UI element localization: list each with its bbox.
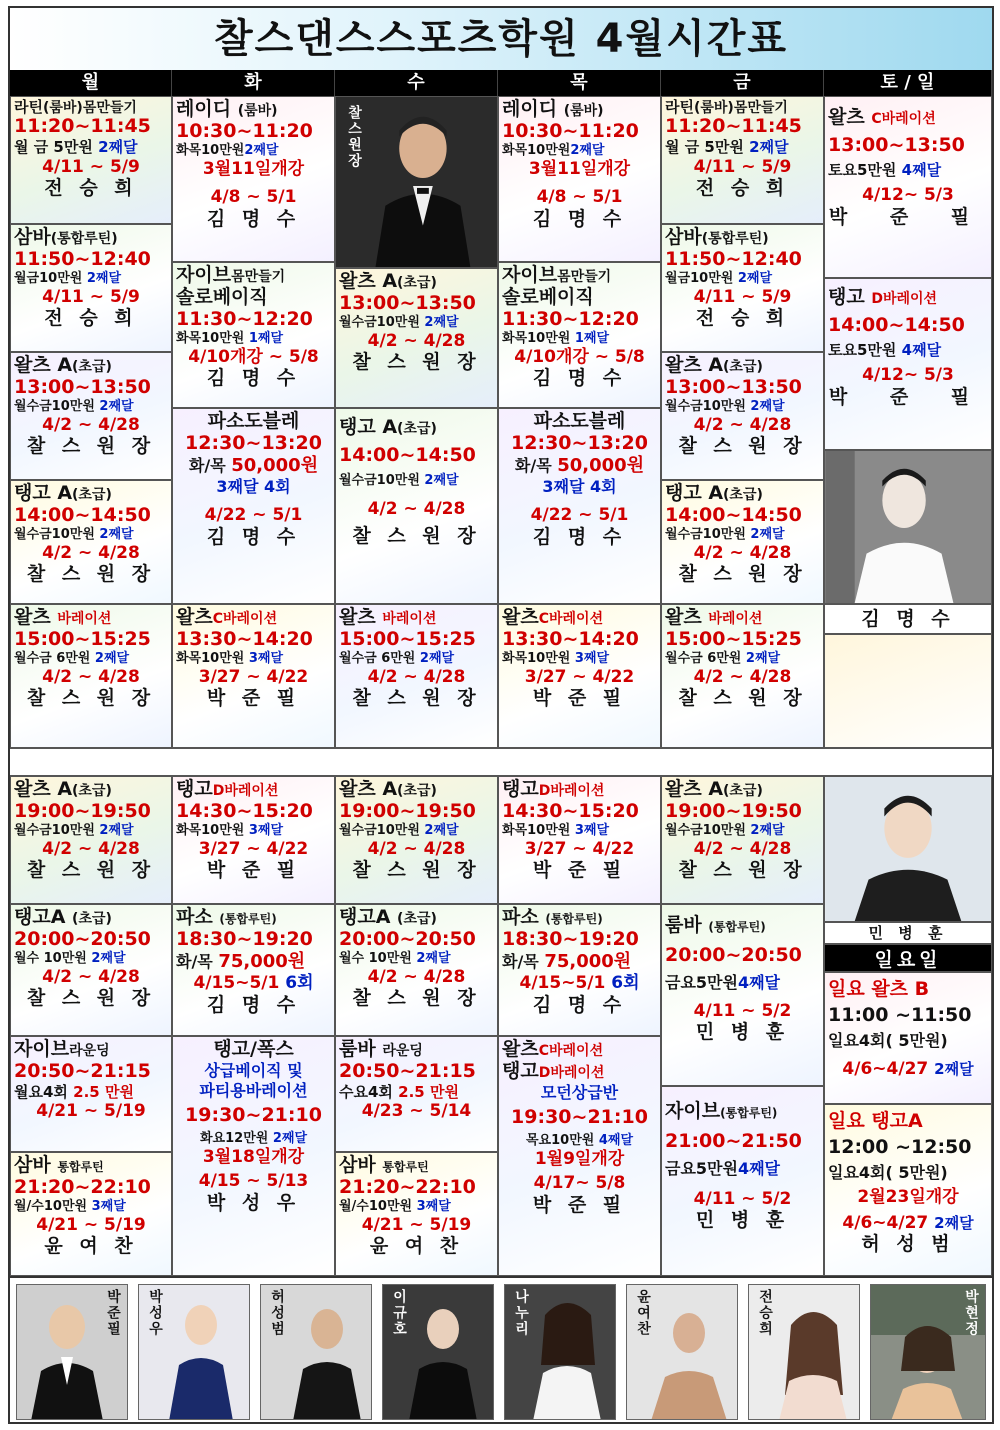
instructor-name-label: 민 병 훈: [824, 922, 992, 944]
class-cell: 탱고 A(초급) 14:00~14:50 월수금10만원 2째달 4/2 ~ 4/28 찰 스 원 장: [661, 480, 824, 604]
class-cell: 일요 탱고A 12:00 ~12:50 일요4회( 5만원) 2월23일개강 4/6~4/27 2째달 허 성 범: [824, 1104, 992, 1276]
class-cell: 탱고D바레이션 14:30~15:20 화목10만원 3째달 3/27 ~ 4/22 박 준 필: [172, 776, 335, 904]
schedule-grid: [10, 96, 992, 1276]
class-cell: 탱고D바레이션 14:30~15:20 화목10만원 3째달 3/27 ~ 4/22 박 준 필: [498, 776, 661, 904]
class-cell: 왈츠 A(초급) 13:00~13:50 월수금10만원 2째달 4/2 ~ 4/28 찰 스 원 장: [661, 352, 824, 480]
class-cell: 파소 (통합루틴) 18:30~19:20 화/목 75,000원 4/15~5/1 6회 김 명 수: [498, 904, 661, 1036]
instructor-tile: 전승희: [748, 1284, 860, 1420]
class-cell: 왈츠 A(초급) 19:00~19:50 월수금10만원 2째달 4/2 ~ 4/28 찰 스 원 장: [10, 776, 172, 904]
instructor-photo-kim: [824, 450, 992, 604]
instructor-tile: 이규호: [382, 1284, 494, 1420]
instructor-tile: 허성범: [260, 1284, 372, 1420]
instructor-tile: 박성우: [138, 1284, 250, 1420]
class-cell: 라틴(룸바)몸만들기 11:20~11:45 월 금 5만원 2째달 4/11 ~ 5/9 전 승 희: [10, 96, 172, 224]
class-cell: 왈츠C바레이션 탱고D바레이션 모던상급반 19:30~21:10 목요10만원 4째달 1월9일개강 4/17~ 5/8 박 준 필: [498, 1036, 661, 1276]
class-cell: 삼바(통합루틴) 11:50~12:40 월금10만원 2째달 4/11 ~ 5/9 전 승 희: [10, 224, 172, 352]
instructor-tile: 윤여찬: [626, 1284, 738, 1420]
class-cell: 왈츠 A(초급) 13:00~13:50 월수금10만원 2째달 4/2 ~ 4/28 찰 스 원 장: [10, 352, 172, 480]
instructor-name-label: 김 명 수: [824, 604, 992, 634]
class-cell: 왈츠C바레이션 13:30~14:20 화목10만원 3째달 3/27 ~ 4/22 박 준 필: [498, 604, 661, 748]
timetable-page: [8, 6, 994, 1424]
instructor-photo-min: [824, 776, 992, 922]
page-title: 찰스댄스스포츠학원 4월시간표: [10, 8, 992, 70]
class-cell: 룸바 라운딩 20:50~21:15 수요4회 2.5 만원 4/23 ~ 5/14: [335, 1036, 498, 1152]
class-cell: 파소 (통합루틴) 18:30~19:20 화/목 75,000원 4/15~5/1 6회 김 명 수: [172, 904, 335, 1036]
class-cell: 파소도블레 12:30~13:20 화/목 50,000원 3째달 4회 4/22 ~ 5/1 김 명 수: [172, 408, 335, 604]
class-cell: 탱고 D바레이션 14:00~14:50 토요5만원 4째달 4/12~ 5/3 박 준 필: [824, 278, 992, 450]
instructor-tile: 박현정: [870, 1284, 986, 1420]
class-cell: 자이브몸만들기 솔로베이직 11:30~12:20 화목10만원 1째달 4/10개강 ~ 5/8 김 명 수: [498, 262, 661, 408]
class-cell: 탱고A (초급) 20:00~20:50 월수 10만원 2째달 4/2 ~ 4/28 찰 스 원 장: [335, 904, 498, 1036]
day-header-wed: 수: [335, 70, 498, 96]
class-cell: 레이디 (룸바) 10:30~11:20 화목10만원2째달 3월11일개강 4/8 ~ 5/1 김 명 수: [172, 96, 335, 262]
class-cell: 탱고 A(초급) 14:00~14:50 월수금10만원 2째달 4/2 ~ 4/28 찰 스 원 장: [335, 408, 498, 604]
instructor-tile: 나누리: [504, 1284, 616, 1420]
day-header-mon: 월: [10, 70, 172, 96]
class-cell: 라틴(룸바)몸만들기 11:20~11:45 월 금 5만원 2째달 4/11 ~ 5/9 전 승 희: [661, 96, 824, 224]
class-cell: 탱고 A(초급) 14:00~14:50 월수금10만원 2째달 4/2 ~ 4/28 찰 스 원 장: [10, 480, 172, 604]
class-cell: 자이브라운딩 20:50~21:15 월요4회 2.5 만원 4/21 ~ 5/19: [10, 1036, 172, 1152]
class-cell: 왈츠 A(초급) 13:00~13:50 월수금10만원 2째달 4/2 ~ 4/28 찰 스 원 장: [335, 268, 498, 408]
class-cell: 왈츠 바레이션 15:00~15:25 월수금 6만원 2째달 4/2 ~ 4/28 찰 스 원 장: [10, 604, 172, 748]
class-cell: 자이브(통합루틴) 21:00~21:50 금요5만원4째달 4/11 ~ 5/2 민 병 훈: [661, 1086, 824, 1276]
class-cell: 탱고/폭스 상급베이직 및 파티용바레이션 19:30~21:10 화요12만원 2째달 3월18일개강 4/15 ~ 5/13 박 성 우: [172, 1036, 335, 1276]
class-cell: 일요 왈츠 B 11:00 ~11:50 일요4회( 5만원) 4/6~4/27 2째달: [824, 972, 992, 1104]
private-lesson-banner: [10, 748, 992, 776]
day-header-thu: 목: [498, 70, 661, 96]
day-header-fri: 금: [661, 70, 824, 96]
class-cell: 레이디 (룸바) 10:30~11:20 화목10만원2째달 3월11일개강 4/8 ~ 5/1 김 명 수: [498, 96, 661, 262]
class-cell: 왈츠 C바레이션 13:00~13:50 토요5만원 4째달 4/12~ 5/3 박 준 필: [824, 96, 992, 278]
class-cell: 왈츠 A(초급) 19:00~19:50 월수금10만원 2째달 4/2 ~ 4/28 찰 스 원 장: [335, 776, 498, 904]
class-cell: 왈츠 A(초급) 19:00~19:50 월수금10만원 2째달 4/2 ~ 4/28 찰 스 원 장: [661, 776, 824, 904]
class-cell: 파소도블레 12:30~13:20 화/목 50,000원 3째달 4회 4/22 ~ 5/1 김 명 수: [498, 408, 661, 604]
class-cell: 왈츠 바레이션 15:00~15:25 월수금 6만원 2째달 4/2 ~ 4/28 찰 스 원 장: [335, 604, 498, 748]
day-header-sat-sun: 토 / 일: [824, 70, 992, 96]
class-cell: 룸바 (통합루틴) 20:00~20:50 금요5만원4째달 4/11 ~ 5/2 민 병 훈: [661, 904, 824, 1086]
address-box: [824, 634, 992, 748]
class-cell: 삼바 통합루틴 21:20~22:10 월/수10만원 3째달 4/21 ~ 5/19 윤 여 찬: [335, 1152, 498, 1276]
instructor-photo-strip: [10, 1276, 992, 1424]
day-header-tue: 화: [172, 70, 335, 96]
class-cell: 자이브몸만들기 솔로베이직 11:30~12:20 화목10만원 1째달 4/10개강 ~ 5/8 김 명 수: [172, 262, 335, 408]
portrait-image: [825, 777, 991, 921]
class-cell: 왈츠 바레이션 15:00~15:25 월수금 6만원 2째달 4/2 ~ 4/28 찰 스 원 장: [661, 604, 824, 748]
class-cell: 삼바 통합루틴 21:20~22:10 월/수10만원 3째달 4/21 ~ 5/19 윤 여 찬: [10, 1152, 172, 1276]
day-header-row: [10, 70, 992, 96]
sunday-header: 일요일: [824, 944, 992, 972]
class-cell: 왈츠C바레이션 13:30~14:20 화목10만원 3째달 3/27 ~ 4/22 박 준 필: [172, 604, 335, 748]
instructor-tile: 박준필: [16, 1284, 128, 1420]
director-photo: 찰스원장: [335, 96, 498, 268]
class-cell: 삼바(통합루틴) 11:50~12:40 월금10만원 2째달 4/11 ~ 5/9 전 승 희: [661, 224, 824, 352]
portrait-image: [825, 451, 991, 603]
class-cell: 탱고A (초급) 20:00~20:50 월수 10만원 2째달 4/2 ~ 4/28 찰 스 원 장: [10, 904, 172, 1036]
